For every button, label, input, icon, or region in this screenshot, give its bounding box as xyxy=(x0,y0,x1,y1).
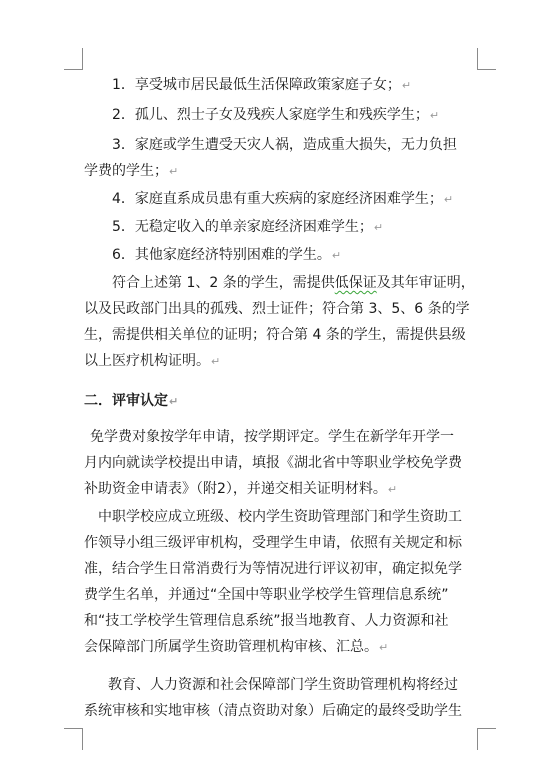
crop-mark-bottom-right xyxy=(477,728,496,729)
crop-mark-top-right xyxy=(477,69,496,70)
body-paragraph-line: 月内向就读学校提出申请，填报《湖北省中等职业学校免学费 xyxy=(84,455,462,471)
body-paragraph-line: 教育、人力资源和社会保障部门学生资助管理机构将经过 xyxy=(108,677,458,693)
grammar-check-underline: 低保证 xyxy=(334,275,377,291)
list-item-continuation: 学费的学生；↵ xyxy=(84,163,179,179)
crop-mark-bottom-left xyxy=(64,728,83,729)
crop-mark-bottom-left xyxy=(82,728,83,750)
body-paragraph-line: 以上医疗机构证明。↵ xyxy=(84,353,221,369)
body-paragraph-line: 中职学校应成立班级、校内学生资助管理部门和学生资助工 xyxy=(98,509,462,525)
body-paragraph-line: 免学费对象按学年申请，按学期评定。学生在新学年开学一 xyxy=(90,429,454,445)
crop-mark-top-right xyxy=(477,48,478,70)
list-item: 1．享受城市居民最低生活保障政策家庭子女；↵ xyxy=(112,77,412,93)
body-paragraph-line: 以及民政部门出具的孤残、烈士证件；符合第 3、5、6 条的学 xyxy=(84,301,470,317)
body-paragraph-line: 系统审核和实地审核（清点资助对象）后确定的最终受助学生 xyxy=(84,703,462,719)
crop-mark-bottom-right xyxy=(477,728,478,750)
list-item: 2．孤儿、烈士子女及残疾人家庭学生和残疾学生；↵ xyxy=(112,107,440,123)
body-paragraph-line: 生，需提供相关单位的证明；符合第 4 条的学生，需提供县级 xyxy=(84,327,466,343)
body-paragraph-line: 准，结合学生日常消费行为等情况进行评议初审，确定拟免学 xyxy=(84,561,462,577)
body-paragraph-line: 费学生名单，并通过“全国中等职业学校学生管理信息系统” xyxy=(84,587,449,603)
list-item: 4．家庭直系成员患有重大疾病的家庭经济困难学生；↵ xyxy=(112,191,454,207)
crop-mark-top-left xyxy=(64,69,83,70)
list-item: 3．家庭或学生遭受天灾人祸，造成重大损失，无力负担 xyxy=(112,137,457,153)
list-item: 6．其他家庭经济特别困难的学生。↵ xyxy=(112,247,342,263)
body-paragraph-line: 补助资金申请表》（附2），并递交相关证明材料。↵ xyxy=(84,481,398,497)
body-paragraph-line: 会保障部门所属学生资助管理机构审核、汇总。↵ xyxy=(84,639,389,655)
body-paragraph-line: 和“技工学校学生管理信息系统”报当地教育、人力资源和社 xyxy=(84,613,449,629)
body-paragraph-line: 作领导小组三级评审机构，受理学生申请，依照有关规定和标 xyxy=(84,535,462,551)
list-item: 5．无稳定收入的单亲家庭经济困难学生；↵ xyxy=(112,219,384,235)
crop-mark-top-left xyxy=(82,48,83,70)
body-paragraph-line: 符合上述第 1、2 条的学生，需提供低保证及其年审证明， xyxy=(112,275,475,291)
section-heading: 二．评审认定↵ xyxy=(84,393,179,409)
